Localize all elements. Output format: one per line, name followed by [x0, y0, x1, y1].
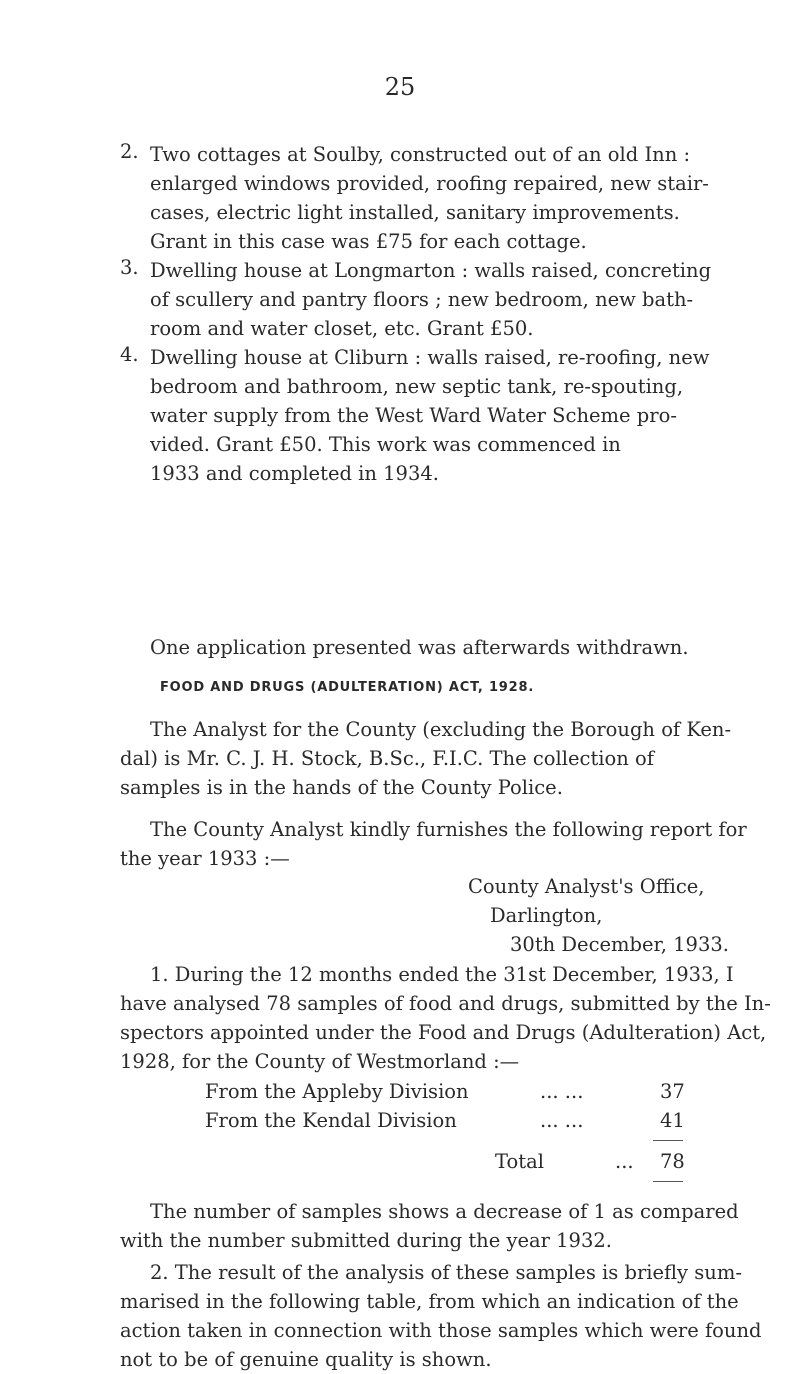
- text-line: The number of samples shows a decrease of 1 as compared: [150, 1200, 739, 1223]
- text-line: Two cottages at Soulby, constructed out of an old Inn :: [150, 143, 691, 166]
- text-line: 1933 and completed in 1934.: [150, 462, 439, 485]
- signoff-line: Darlington,: [490, 904, 603, 927]
- item-3-text: [150, 256, 712, 343]
- text-line: Dwelling house at Cliburn : walls raised, re-roofing, new: [150, 346, 710, 369]
- text-line: not to be of genuine quality is shown.: [120, 1348, 492, 1371]
- analyst-paragraph: [120, 715, 732, 802]
- total-label: Total: [495, 1150, 544, 1173]
- text-line: marised in the following table, from which an indication of the: [120, 1290, 739, 1313]
- text-line: enlarged windows provided, roofing repaired, new stair-: [150, 172, 709, 195]
- sample-row-label: From the Appleby Division: [205, 1080, 469, 1103]
- text-line: 1. During the 12 months ended the 31st December, 1933, I: [150, 963, 734, 986]
- text-line: of scullery and pantry floors ; new bedroom, new bath-: [150, 288, 694, 311]
- text-line: action taken in connection with those samples which were found: [120, 1319, 762, 1342]
- withdrawn-note: [150, 633, 738, 662]
- text-line: The Analyst for the County (excluding the Borough of Ken-: [150, 718, 732, 741]
- sample-row-count: 41: [660, 1109, 685, 1132]
- sample-row-label: From the Kendal Division: [205, 1109, 457, 1132]
- text-line: 2. The result of the analysis of these samples is briefly sum-: [150, 1261, 742, 1284]
- item-4-text: [150, 343, 708, 488]
- text-line: spectors appointed under the Food and Drugs (Adulteration) Act,: [120, 1021, 767, 1044]
- item-2-text: [150, 140, 708, 256]
- text-line: Grant in this case was £75 for each cottage.: [150, 230, 587, 253]
- paragraph-1: [120, 960, 771, 1076]
- page-number: 25: [384, 73, 416, 101]
- text-line: The County Analyst kindly furnishes the following report for: [150, 818, 747, 841]
- text-line: water supply from the West Ward Water Scheme pro-: [150, 404, 677, 427]
- text-line: samples is in the hands of the County Police.: [120, 776, 563, 799]
- text-line: with the number submitted during the year 1932.: [120, 1229, 612, 1252]
- text-line: 1928, for the County of Westmorland :—: [120, 1050, 520, 1073]
- text-line: the year 1933 :—: [120, 847, 290, 870]
- section-heading: FOOD AND DRUGS (ADULTERATION) ACT, 1928.: [160, 680, 535, 695]
- text-line: One application presented was afterwards withdrawn.: [150, 636, 689, 659]
- text-line: dal) is Mr. C. J. H. Stock, B.Sc., F.I.C. The collection of: [120, 747, 654, 770]
- item-number: 4.: [120, 343, 139, 366]
- text-line: cases, electric light installed, sanitary improvements.: [150, 201, 680, 224]
- signoff-block: [468, 872, 729, 959]
- total-count: 78: [660, 1150, 685, 1173]
- sum-rule: [653, 1140, 683, 1141]
- report-intro: [120, 815, 747, 873]
- text-line: room and water closet, etc. Grant £50.: [150, 317, 534, 340]
- item-number: 2.: [120, 140, 139, 163]
- item-number: 3.: [120, 256, 139, 279]
- text-line: vided. Grant £50. This work was commenced in: [150, 433, 621, 456]
- sample-row-dots: ... ...: [540, 1109, 584, 1132]
- paragraph-2: [120, 1258, 762, 1374]
- sample-row-count: 37: [660, 1080, 685, 1103]
- text-line: bedroom and bathroom, new septic tank, re-spouting,: [150, 375, 684, 398]
- signoff-line: County Analyst's Office,: [468, 875, 705, 898]
- sample-row-dots: ... ...: [540, 1080, 584, 1103]
- total-dots: ...: [615, 1150, 634, 1173]
- text-line: have analysed 78 samples of food and drugs, submitted by the In-: [120, 992, 771, 1015]
- total-rule: [653, 1181, 683, 1182]
- text-line: Dwelling house at Longmarton : walls raised, concreting: [150, 259, 712, 282]
- decrease-paragraph: [120, 1197, 739, 1255]
- signoff-line: 30th December, 1933.: [510, 933, 729, 956]
